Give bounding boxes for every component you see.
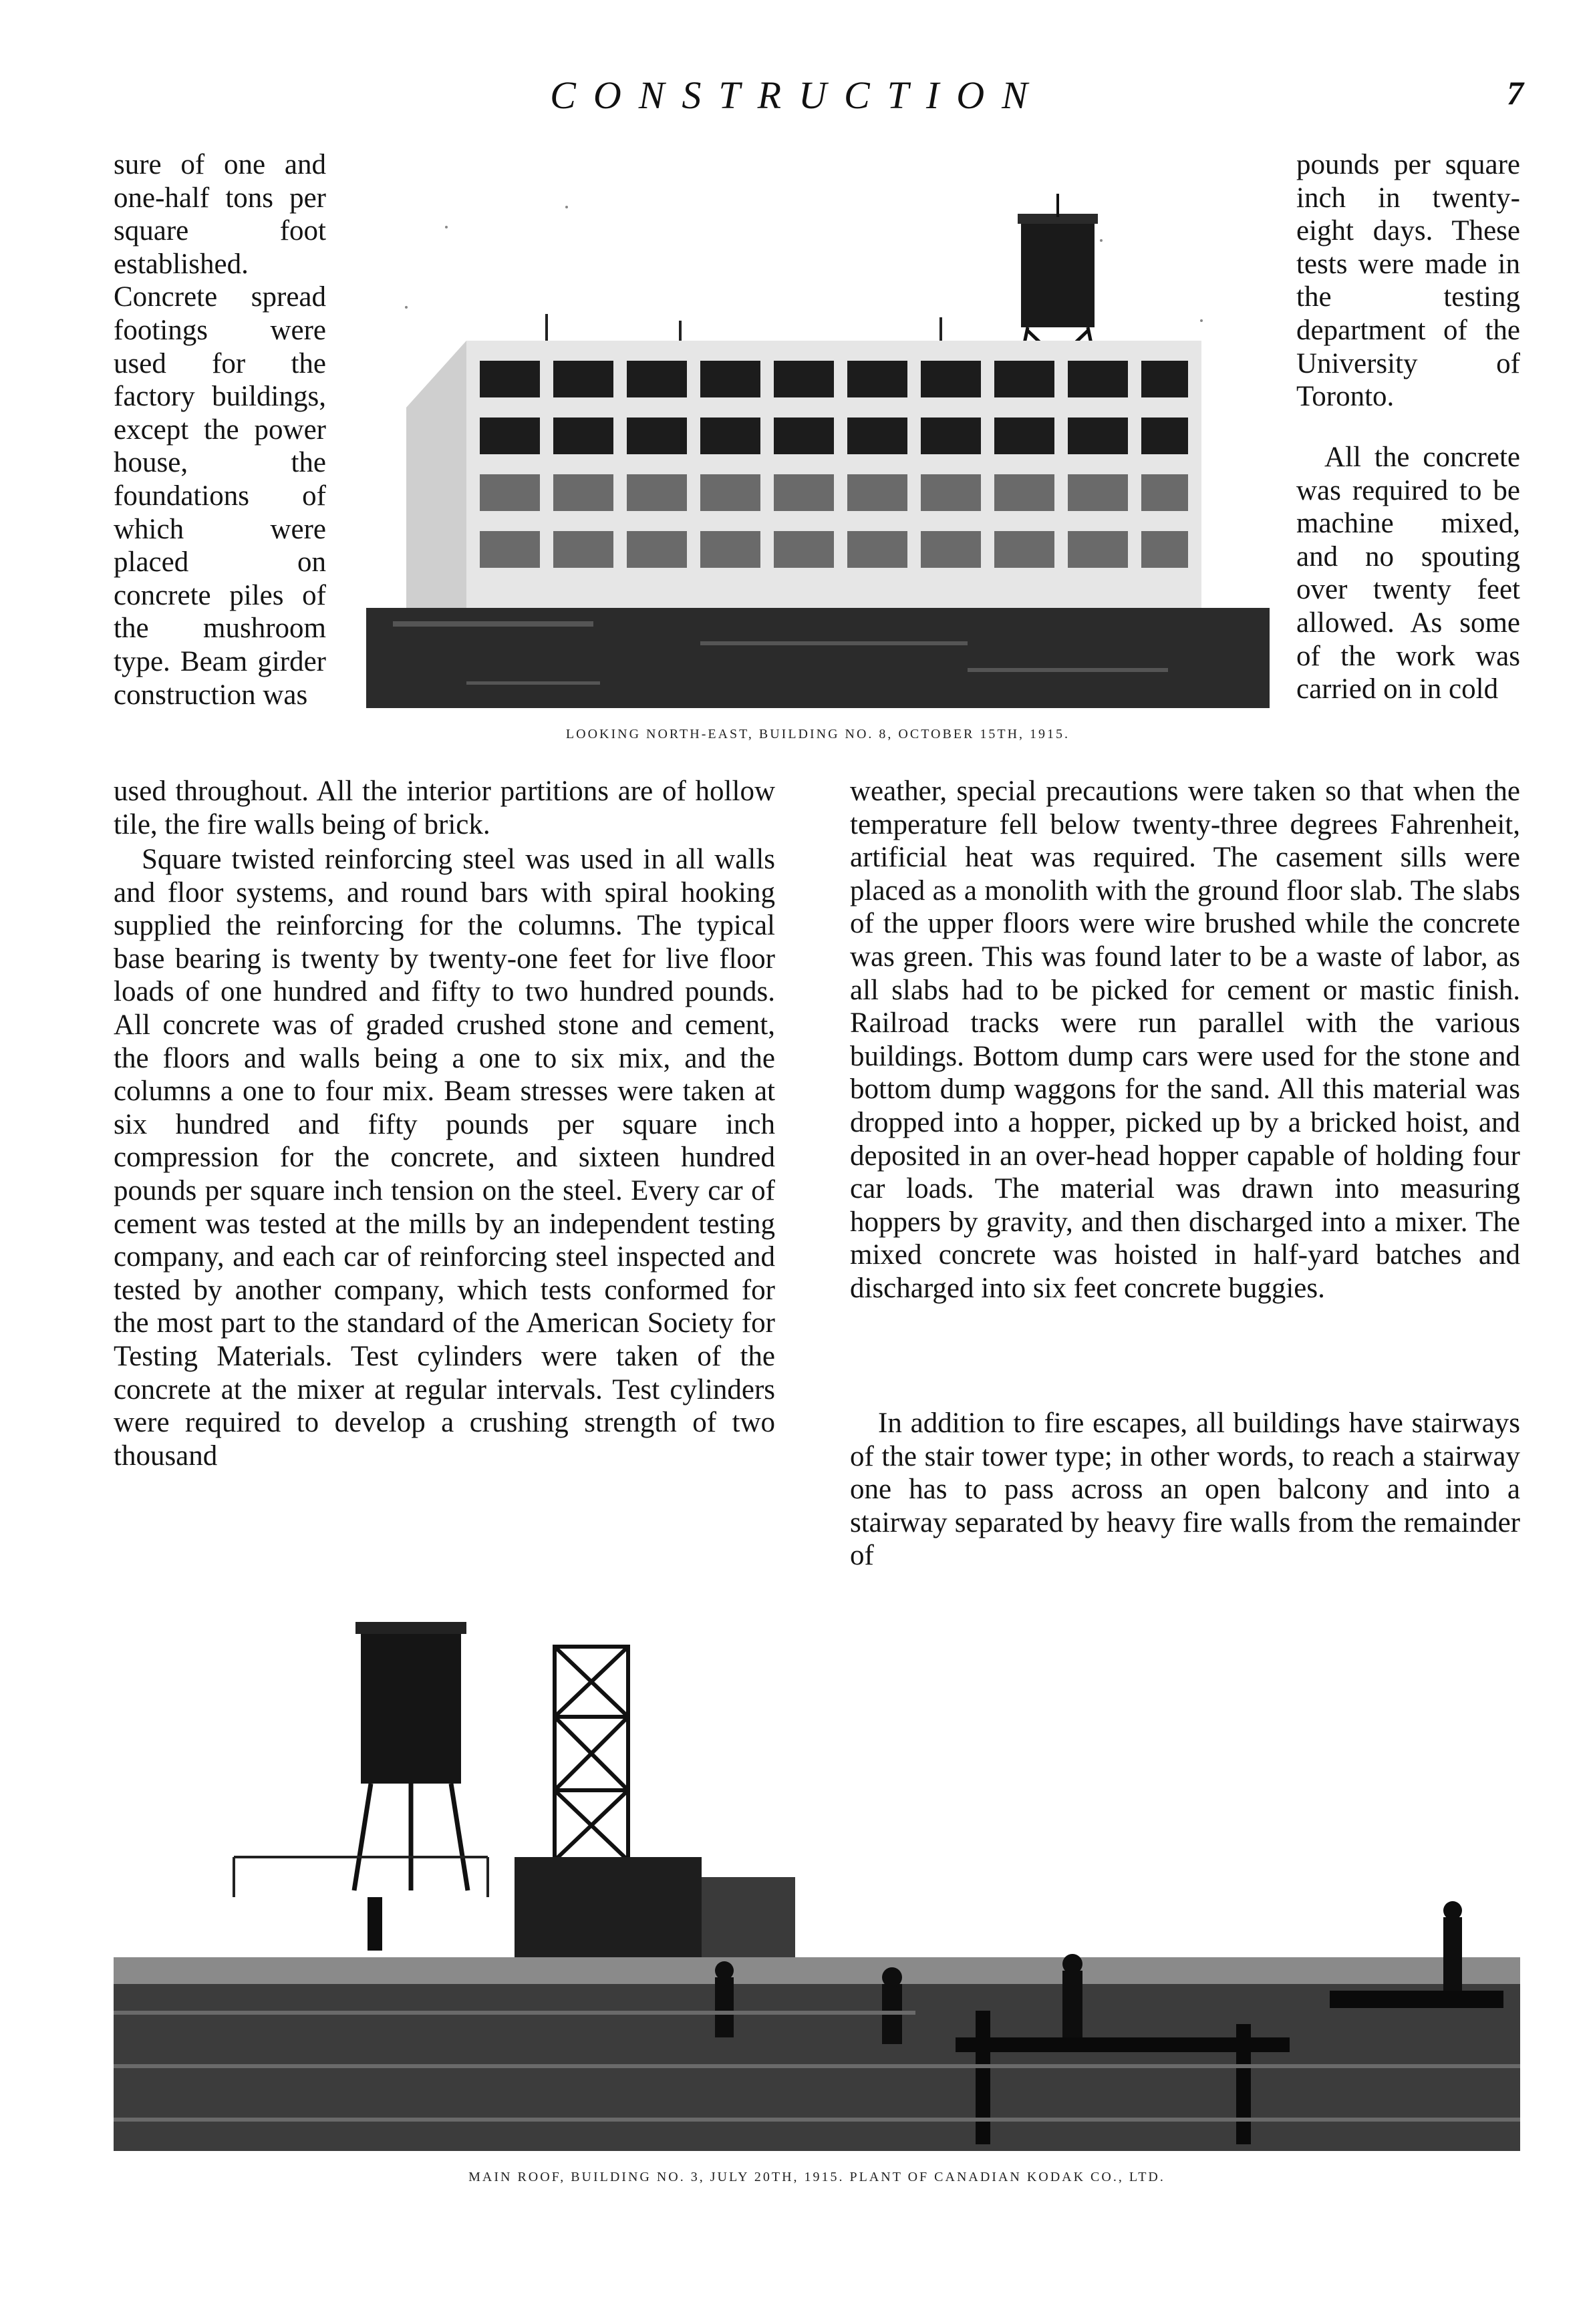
photo-building-north-east (366, 187, 1270, 708)
photo-main-roof (114, 1610, 1520, 2151)
left-body-paragraph-1: used throughout. All the interior partitions are of hollow tile, the fire walls being of brick. (114, 776, 775, 840)
photo-top-caption: LOOKING NORTH-EAST, BUILDING NO. 8, OCTOBER 15TH, 1915. (565, 727, 1070, 741)
right-body-paragraph-1: weather, special precautions were taken so that when the temperature fell below twenty-three degrees Fahrenheit, artificial heat was required. The casement sills were placed as a monolith with the ground floor slab. The slabs of the upper floors were wire brushed while the concrete was green. This was found later to be a waste of labor, as all slabs had to be picked for cement or mastic finish. Railroad tracks were run parallel with the various buildings. Bottom dump cars were used for the stone and bottom dump waggons for the sand. All this material was dropped into a hopper, picked up by a bricked hoist, and deposited in an over-head hopper capable of holding four car loads. The material was drawn into measuring hoppers by gravity, and then discharged into a mixer. The mixed concrete was hoisted in half-yard batches and discharged into six feet concrete buggies. (850, 776, 1520, 1304)
left-body-paragraph-2: Square twisted reinforcing steel was used in all walls and floor systems, and round bars with spiral hooking supplied the reinforcing for the columns. The typical base bearing is twenty by twenty-one feet for live floor loads of one hundred and fifty to two hundred pounds. All concrete was of graded crushed stone and cement, the floors and walls being a one to six mix, and the columns a one to four mix. Beam stresses were taken at six hundred and fifty pounds per square inch compression for the concrete, and sixteen hundred pounds per square inch tension on the steel. Every car of cement was tested at the mills by an independent testing company, and each car of reinforcing steel inspected and tested by another company, which tests conformed for the most part to the standard of the American Society for Testing Materials. Test cylinders were taken of the concrete at the mixer at regular intervals. Test cylinders were required to develop a crushing strength of two thousand (114, 844, 775, 1472)
right-body-paragraph-2: In addition to fire escapes, all buildings have stairways of the stair tower type; in other words, to reach a stairway one has to pass across an open balcony and into a stairway separated by heavy fire walls from the remainder of (850, 1407, 1520, 1572)
page-number: 7 (1507, 74, 1524, 112)
right-upper-text-2: All the concrete was required to be machine mixed, and no spouting over twenty feet allowed. As some of the work was carried on in cold (1296, 442, 1520, 705)
photo-bottom-caption: MAIN ROOF, BUILDING NO. 3, JULY 20TH, 1915. PLANT OF CANADIAN KODAK CO., LTD. (468, 2170, 1165, 2184)
left-upper-text: sure of one and one-half tons per square foot established. Concrete spread footings were used for the factory buildings, except the power house, the foundations of which were placed on concrete piles of the mushroom type. Beam girder construction was (114, 149, 326, 711)
right-upper-text: pounds per square inch in twenty-eight days. These tests were made in the testing department of the University of Toronto. (1296, 149, 1520, 413)
running-header: CONSTRUCTION (550, 73, 1045, 117)
